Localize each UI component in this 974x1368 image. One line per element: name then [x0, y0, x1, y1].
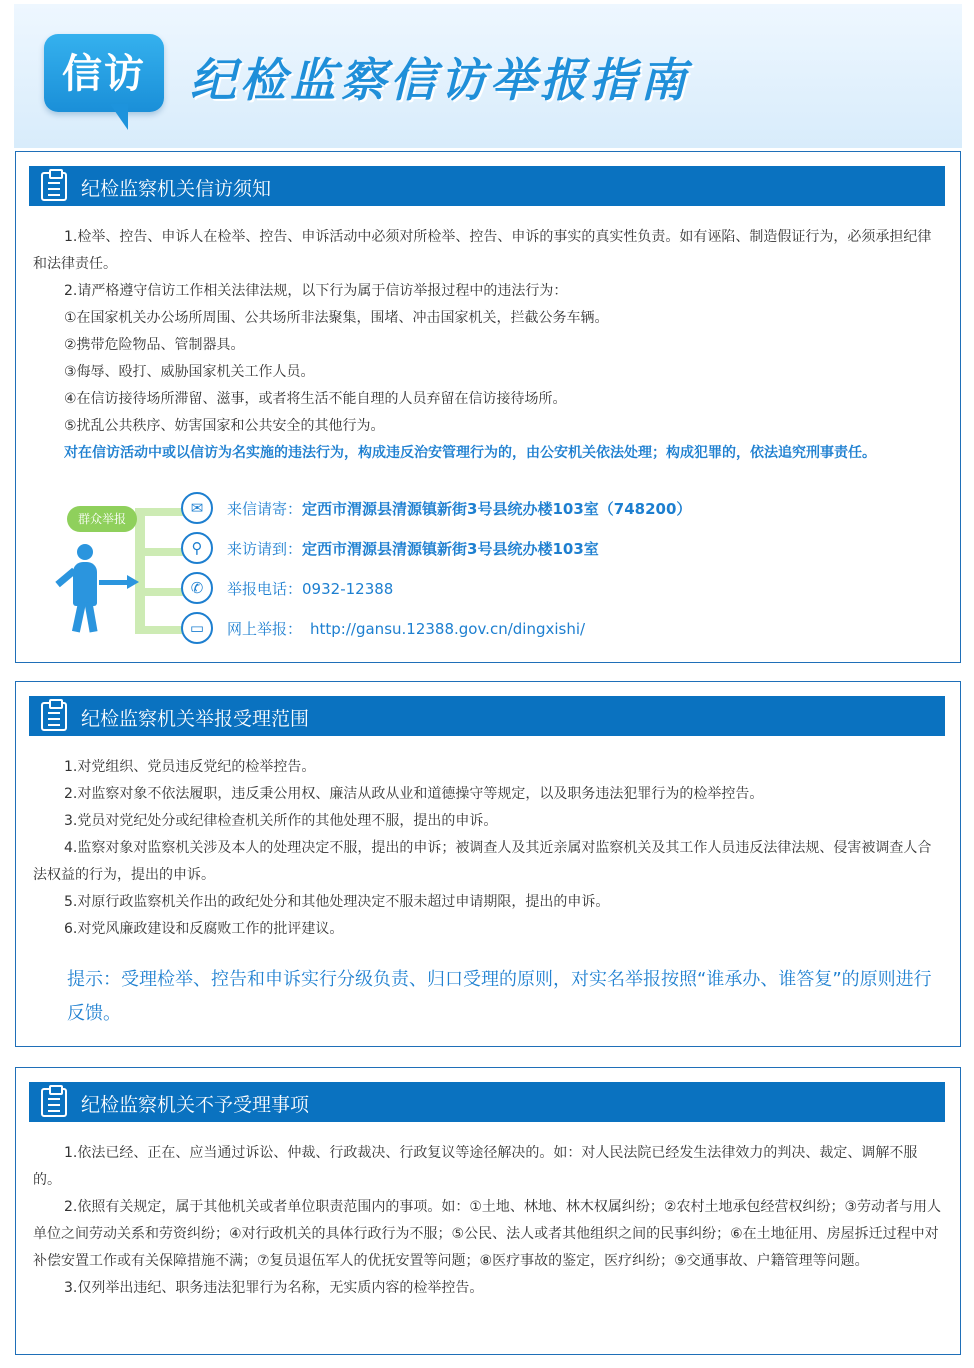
section-not-accepted: [15, 1067, 961, 1355]
contact-online: [227, 618, 585, 639]
location-icon: ⚲: [181, 532, 213, 564]
contact-label: 举报电话：: [227, 580, 303, 598]
clipboard-icon: [41, 702, 67, 731]
section-header: [29, 1082, 945, 1122]
paragraph: 1.依法已经、正在、应当通过诉讼、仲裁、行政裁决、行政复议等途径解决的。如：对人民法院已经发生法律效力的判决、裁定、调解不服的。: [33, 1145, 918, 1188]
paragraph: 2.对监察对象不依法履职，违反秉公用权、廉洁从政从业和道德操守等规定，以及职务违法犯罪行为的检举控告。: [64, 786, 764, 802]
list-item: ②携带危险物品、管制器具。: [64, 337, 245, 353]
speech-bubble-tail-icon: [110, 104, 128, 130]
section-body: [33, 1140, 945, 1302]
paragraph: 6.对党风廉政建设和反腐败工作的批评建议。: [64, 921, 344, 937]
page-title: 纪检监察信访举报指南: [190, 53, 690, 107]
paragraph: 3.党员对党纪处分或纪律检查机关所作的其他处理不服，提出的申诉。: [64, 813, 498, 829]
contact-block: [33, 498, 945, 648]
paragraph: 1.检举、控告、申诉人在检举、控告、申诉活动中必须对所检举、控告、申诉的事实的真实性负责。如有诬陷、制造假证行为，必须承担纪律和法律责任。: [33, 229, 932, 272]
header-banner: [14, 4, 962, 148]
contact-visit: [227, 538, 599, 559]
list-item: ①在国家机关办公场所周围、公共场所非法聚集，围堵、冲击国家机关，拦截公务车辆。: [64, 310, 609, 326]
online-report-link[interactable]: http://gansu.12388.gov.cn/dingxishi/: [310, 620, 586, 638]
person-icon: [77, 544, 93, 560]
feedback-tip: 提示：受理检举、控告和申诉实行分级负责、归口受理的原则，对实名举报按照“谁承办、谁答复”的原则进行反馈。: [67, 969, 932, 1024]
section-header: [29, 166, 945, 206]
arrow-right-icon: [99, 580, 129, 585]
person-icon: [73, 562, 97, 606]
section-notice: [15, 151, 961, 663]
list-item: ③侮辱、殴打、威胁国家机关工作人员。: [64, 364, 315, 380]
section-scope: [15, 681, 961, 1047]
clipboard-icon: [41, 1088, 67, 1117]
section-body: [33, 224, 945, 467]
list-item: ④在信访接待场所滞留、滋事，或者将生活不能自理的人员弃留在信访接待场所。: [64, 391, 567, 407]
monitor-icon: ▭: [181, 612, 213, 644]
paragraph: 2.请严格遵守信访工作相关法律法规，以下行为属于信访举报过程中的违法行为：: [64, 283, 568, 299]
legal-warning: 对在信访活动中或以信访为名实施的违法行为，构成违反治安管理行为的，由公安机关依法处理；构成犯罪的，依法追究刑事责任。: [64, 445, 876, 461]
paragraph: 3.仅列举出违纪、职务违法犯罪行为名称，无实质内容的检举控告。: [64, 1280, 484, 1296]
paragraph: 2.依照有关规定，属于其他机关或者单位职责范围内的事项。如：①土地、林地、林木权属纠纷；②农村土地承包经营权纠纷；③劳动者与用人单位之间劳动关系和劳资纠纷；④对行政机关的具体行政行为不服；⑤公民、法人或者其他组织之间的民事纠纷；⑥在土地征用、房屋拆迁过程中对补偿安置工作或有关保障措施不满；⑦复员退伍军人的优抚安置等问题；⑧医疗事故的鉴定，医疗纠纷；⑨交通事故、户籍管理等问题。: [33, 1199, 942, 1269]
badge-text: 信访: [62, 51, 146, 97]
section-body: [33, 754, 945, 1031]
section-header: [29, 696, 945, 736]
contact-label: 来信请寄：: [227, 500, 303, 518]
connector-line: [135, 508, 145, 632]
paragraph: 1.对党组织、党员违反党纪的检举控告。: [64, 759, 316, 775]
phone-icon: ✆: [181, 572, 213, 604]
contact-label: 来访请到：: [227, 540, 303, 558]
section-title: 纪检监察机关不予受理事项: [81, 1094, 310, 1116]
report-bubble: 群众举报: [67, 506, 137, 532]
contact-phone: [227, 578, 393, 599]
clipboard-icon: [41, 172, 67, 201]
person-icon: [72, 601, 86, 632]
paragraph: 5.对原行政监察机关作出的政纪处分和其他处理决定不服未超过申请期限，提出的申诉。: [64, 894, 610, 910]
paragraph: 4.监察对象对监察机关涉及本人的处理决定不服，提出的申诉；被调查人及其近亲属对监察机关及其工作人员违反法律法规、侵害被调查人合法权益的行为，提出的申诉。: [33, 840, 932, 883]
contact-value: 定西市渭源县清源镇新街3号县统办楼103室（748200）: [302, 500, 692, 518]
section-title: 纪检监察机关信访须知: [81, 178, 272, 200]
contact-mail: [227, 498, 691, 519]
contact-label: 网上举报：: [227, 620, 303, 638]
contact-value: 0932-12388: [302, 580, 394, 598]
section-title: 纪检监察机关举报受理范围: [81, 708, 310, 730]
contact-value: 定西市渭源县清源镇新街3号县统办楼103室: [302, 540, 599, 558]
arrow-right-icon: [127, 575, 139, 589]
list-item: ⑤扰乱公共秩序、妨害国家和公共安全的其他行为。: [64, 418, 385, 434]
person-icon: [84, 602, 97, 633]
mail-icon: ✉: [181, 492, 213, 524]
